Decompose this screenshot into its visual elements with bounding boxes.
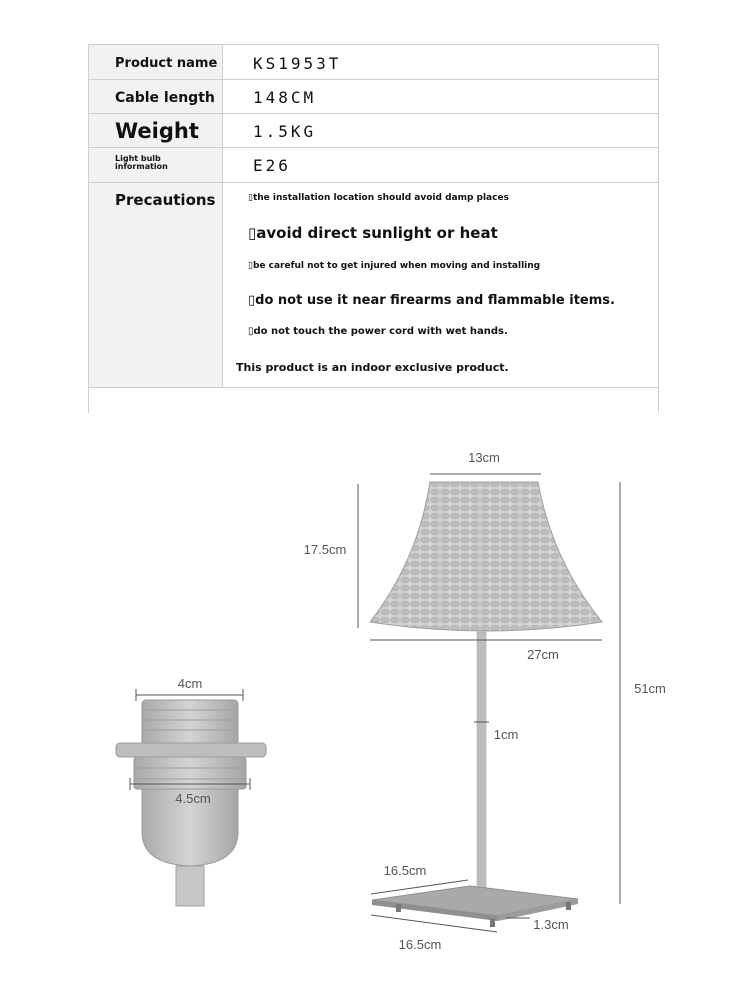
product-name-label: Product name: [115, 56, 218, 71]
cable-length-label: Cable length: [115, 90, 215, 106]
precaution-item: ▯do not use it near firearms and flammable items.: [248, 293, 615, 308]
weight-value: 1.5KG: [253, 122, 317, 141]
precaution-item: ▯avoid direct sunlight or heat: [248, 224, 498, 242]
precaution-item: ▯the installation location should avoid damp places: [248, 193, 509, 203]
bulb-label: Light bulb information: [115, 154, 168, 171]
weight-label: Weight: [115, 119, 199, 143]
precaution-item: ▯be careful not to get injured when moving and installing: [248, 261, 541, 271]
shade-height-label: 17.5cm: [303, 542, 347, 557]
base-depth-label: 16.5cm: [383, 863, 427, 878]
socket-width-label: 4.5cm: [175, 791, 211, 806]
base-width-label: 16.5cm: [398, 937, 442, 952]
rod-diameter-label: 1cm: [493, 727, 519, 742]
shade-top-label: 13cm: [468, 450, 500, 465]
total-height-label: 51cm: [634, 681, 666, 696]
bulb-value: E26: [253, 156, 291, 175]
precaution-item: ▯do not touch the power cord with wet hands.: [248, 326, 508, 337]
cable-length-value: 148CM: [253, 88, 317, 107]
shade-bottom-label: 27cm: [527, 647, 559, 662]
product-name-value: KS1953T: [253, 54, 342, 73]
indoor-note: This product is an indoor exclusive product.: [236, 361, 509, 374]
table-lamp-illustration: [370, 482, 602, 927]
socket-top-label: 4cm: [177, 676, 203, 691]
base-thickness-label: 1.3cm: [533, 917, 569, 932]
precautions-label: Precautions: [115, 191, 216, 209]
